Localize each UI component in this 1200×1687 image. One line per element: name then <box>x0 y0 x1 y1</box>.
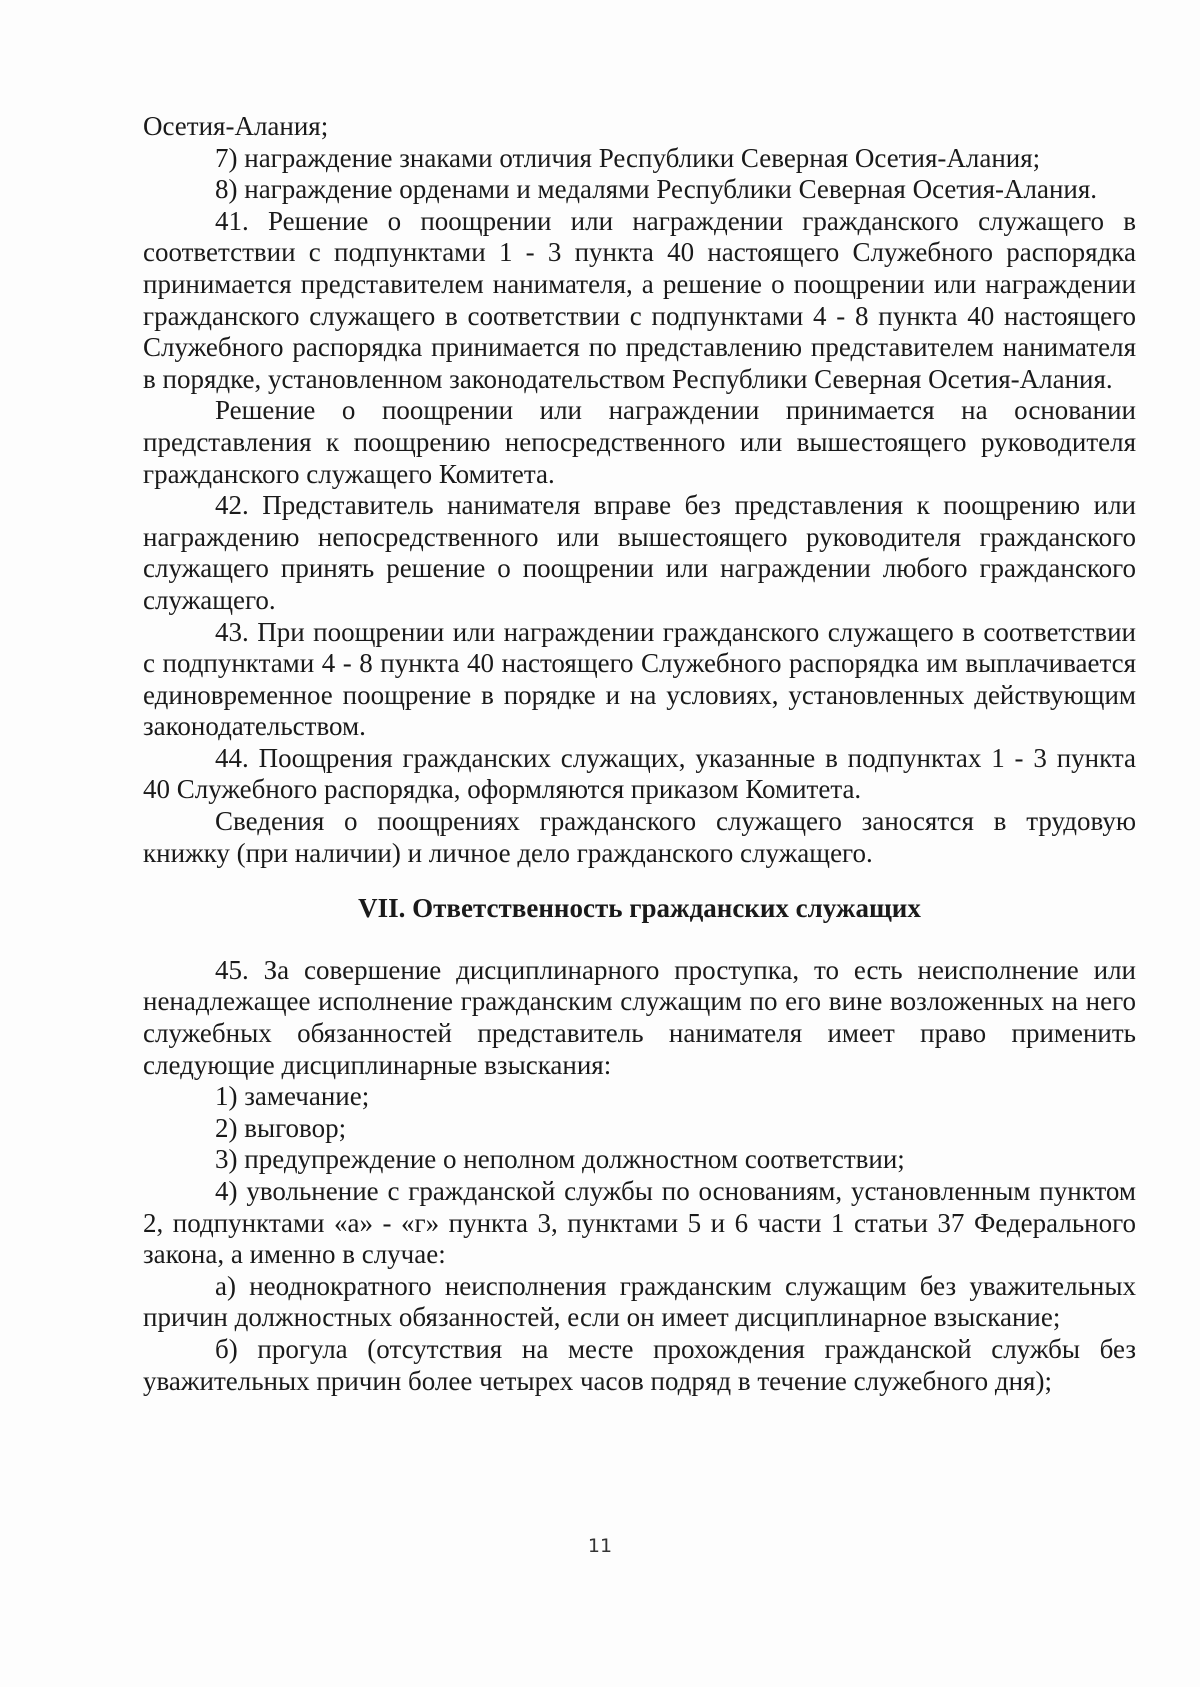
section-heading: VII. Ответственность гражданских служащих <box>358 893 921 924</box>
paragraph-item-7: 7) награждение знаками отличия Республики Северная Осетия-Алания; <box>215 142 1041 173</box>
page-number: 11 <box>587 1535 613 1557</box>
paragraph-45: 45. За совершение дисциплинарного проступка, то есть неисполнение или ненадлежащее исполнение гражданским служащим по его вине возложенных на него служебных обязанностей представитель нанимателя имеет право применить следующие дисциплинарные взыскания: <box>143 954 1136 1080</box>
paragraph-43: 43. При поощрении или награждении гражданского служащего в соответствии с подпунктами 4 - 8 пункта 40 настоящего Служебного распорядка им выплачивается единовременное поощрение в порядке и на условиях, установленных действующим законодательством. <box>143 616 1136 742</box>
list-item-3: 3) предупреждение о неполном должностном соответствии; <box>215 1144 905 1175</box>
paragraph-41: 41. Решение о поощрении или награждении гражданского служащего в соответствии с подпунктами 1 - 3 пункта 40 настоящего Служебного распорядка принимается представителем нанимателя, а решение о поощрении или награждении гражданского служащего в соответствии с подпунктами 4 - 8 пункта 40 настоящего Служебного распорядка принимается по представлению представителем нанимателя в порядке, установленном законодательством Республики Северная Осетия-Алания. <box>143 205 1136 394</box>
list-item-b: б) прогула (отсутствия на месте прохождения гражданской службы без уважительных причин более четырех часов подряд в течение служебного дня); <box>143 1333 1136 1396</box>
paragraph-44: 44. Поощрения гражданских служащих, указанные в подпунктах 1 - 3 пункта 40 Служебного распорядка, оформляются приказом Комитета. <box>143 742 1136 805</box>
list-item-1: 1) замечание; <box>215 1081 370 1112</box>
list-item-2: 2) выговор; <box>215 1112 347 1143</box>
list-item-a: а) неоднократного неисполнения гражданским служащим без уважительных причин должностных обязанностей, если он имеет дисциплинарное взыскание; <box>143 1270 1136 1333</box>
document-body <box>143 111 1136 1397</box>
paragraph-continuation: Осетия-Алания; <box>143 111 329 141</box>
paragraph-41-decision: Решение о поощрении или награждении принимается на основании представления к поощрению непосредственного или вышестоящего руководителя гражданского служащего Комитета. <box>143 395 1136 489</box>
list-item-4: 4) увольнение с гражданской службы по основаниям, установленным пунктом 2, подпунктами «а» - «г» пункта 3, пунктами 5 и 6 части 1 статьи 37 Федерального закона, а именно в случае: <box>143 1176 1136 1270</box>
paragraph-44-records: Сведения о поощрениях гражданского служащего заносятся в трудовую книжку (при наличии) и личное дело гражданского служащего. <box>143 806 1136 868</box>
paragraph-item-8: 8) награждение орденами и медалями Республики Северная Осетия-Алания. <box>215 174 1098 205</box>
paragraph-42: 42. Представитель нанимателя вправе без представления к поощрению или награждению непосредственного или вышестоящего руководителя гражданского служащего принять решение о поощрении или награждении любого гражданского служащего. <box>143 490 1136 615</box>
